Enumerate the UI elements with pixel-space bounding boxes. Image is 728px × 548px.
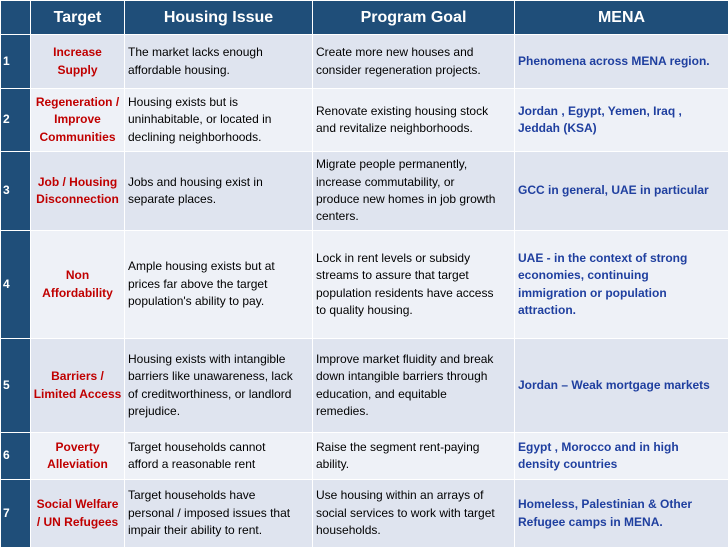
header-target: Target — [31, 1, 125, 35]
mena-cell-line: attraction. — [518, 302, 725, 319]
housing-issue-cell-line: personal / imposed issues that — [128, 505, 309, 522]
housing-issue-cell — [125, 433, 313, 480]
housing-issue-cell-line: impair their ability to rent. — [128, 522, 309, 539]
program-goal-cell-line: Create more new houses and — [316, 44, 511, 61]
program-goal-cell-line: Migrate people permanently, — [316, 156, 511, 173]
mena-cell-line: economies, continuing — [518, 267, 725, 284]
program-goal-cell-line: Improve market fluidity and break — [316, 351, 511, 368]
row-number: 2 — [1, 89, 31, 152]
program-goal-cell — [313, 433, 515, 480]
target-cell-line: Affordability — [32, 285, 123, 302]
program-goal-cell-line: and revitalize neighborhoods. — [316, 120, 511, 137]
housing-issue-cell-line: separate places. — [128, 191, 309, 208]
table-row — [1, 35, 728, 89]
mena-cell — [515, 152, 728, 231]
target-cell — [31, 433, 125, 480]
housing-issue-cell — [125, 480, 313, 548]
housing-issue-cell — [125, 231, 313, 339]
table-row — [1, 152, 728, 231]
header-housing-issue: Housing Issue — [125, 1, 313, 35]
mena-cell-line: immigration or population — [518, 285, 725, 302]
housing-issue-cell-line: uninhabitable, or located in — [128, 111, 309, 128]
program-goal-cell-line: households. — [316, 522, 511, 539]
housing-issue-cell-line: Housing exists with intangible — [128, 351, 309, 368]
table-row — [1, 339, 728, 433]
mena-cell — [515, 339, 728, 433]
housing-issue-cell-line: Target households cannot — [128, 439, 309, 456]
mena-cell-line: Phenomena across MENA region. — [518, 53, 725, 70]
housing-issue-cell-line: declining neighborhoods. — [128, 129, 309, 146]
table-row — [1, 480, 728, 548]
target-cell — [31, 152, 125, 231]
housing-issue-cell — [125, 89, 313, 152]
program-goal-cell-line: Renovate existing housing stock — [316, 103, 511, 120]
mena-cell-line: Egypt , Morocco and in high — [518, 439, 725, 456]
housing-issue-cell-line: Target households have — [128, 487, 309, 504]
table-row — [1, 433, 728, 480]
housing-issue-cell-line: The market lacks enough — [128, 44, 309, 61]
housing-issue-cell-line: Jobs and housing exist in — [128, 174, 309, 191]
housing-issue-cell-line: Ample housing exists but at — [128, 258, 309, 275]
header-mena: MENA — [515, 1, 728, 35]
target-cell-line: Job / Housing — [32, 174, 123, 191]
program-goal-cell — [313, 89, 515, 152]
target-cell — [31, 89, 125, 152]
program-goal-cell-line: Use housing within an arrays of — [316, 487, 511, 504]
program-goal-cell — [313, 480, 515, 548]
target-cell — [31, 35, 125, 89]
mena-cell-line: Refugee camps in MENA. — [518, 514, 725, 531]
target-cell-line: Communities — [32, 129, 123, 146]
target-cell-line: Supply — [32, 62, 123, 79]
header-row — [1, 1, 728, 35]
mena-cell-line: Jeddah (KSA) — [518, 120, 725, 137]
program-goal-cell-line: population residents have access — [316, 285, 511, 302]
housing-issue-cell-line: prices far above the target — [128, 276, 309, 293]
mena-cell — [515, 231, 728, 339]
mena-cell-line: Homeless, Palestinian & Other — [518, 496, 725, 513]
mena-cell — [515, 89, 728, 152]
program-goal-cell-line: Lock in rent levels or subsidy — [316, 250, 511, 267]
housing-issue-cell-line: population's ability to pay. — [128, 293, 309, 310]
program-goal-cell — [313, 152, 515, 231]
program-goal-cell — [313, 339, 515, 433]
target-cell-line: Social Welfare — [32, 496, 123, 513]
program-goal-cell-line: social services to work with target — [316, 505, 511, 522]
target-cell-line: Increase — [32, 44, 123, 61]
housing-issue-cell-line: affordable housing. — [128, 62, 309, 79]
target-cell — [31, 339, 125, 433]
program-goal-cell-line: increase commutability, or — [316, 174, 511, 191]
table-row — [1, 231, 728, 339]
target-cell — [31, 480, 125, 548]
housing-issue-cell-line: Housing exists but is — [128, 94, 309, 111]
table-row — [1, 89, 728, 152]
mena-cell — [515, 480, 728, 548]
target-cell-line: / UN Refugees — [32, 514, 123, 531]
target-cell-line: Limited Access — [32, 386, 123, 403]
target-cell-line: Regeneration / — [32, 94, 123, 111]
mena-cell — [515, 433, 728, 480]
housing-issue-cell — [125, 152, 313, 231]
target-cell-line: Alleviation — [32, 456, 123, 473]
housing-issue-cell-line: of creditworthiness, or landlord — [128, 386, 309, 403]
header-program-goal: Program Goal — [313, 1, 515, 35]
mena-cell-line: Jordan , Egypt, Yemen, Iraq , — [518, 103, 725, 120]
program-goal-cell-line: down intangible barriers through — [316, 368, 511, 385]
target-cell-line: Poverty — [32, 439, 123, 456]
program-goal-cell — [313, 231, 515, 339]
target-cell — [31, 231, 125, 339]
mena-cell-line: UAE - in the context of strong — [518, 250, 725, 267]
row-number: 1 — [1, 35, 31, 89]
program-goal-cell-line: centers. — [316, 208, 511, 225]
housing-issue-cell-line: barriers like unawareness, lack — [128, 368, 309, 385]
target-cell-line: Improve — [32, 111, 123, 128]
target-cell-line: Barriers / — [32, 368, 123, 385]
mena-cell-line: density countries — [518, 456, 725, 473]
housing-issue-cell-line: prejudice. — [128, 403, 309, 420]
program-goal-cell-line: to quality housing. — [316, 302, 511, 319]
row-number: 7 — [1, 480, 31, 548]
header-num — [1, 1, 31, 35]
housing-issue-cell — [125, 339, 313, 433]
program-goal-cell-line: education, and equitable — [316, 386, 511, 403]
mena-cell-line: Jordan – Weak mortgage markets — [518, 377, 725, 394]
program-goal-cell-line: consider regeneration projects. — [316, 62, 511, 79]
housing-issue-cell-line: afford a reasonable rent — [128, 456, 309, 473]
row-number: 4 — [1, 231, 31, 339]
program-goal-cell-line: ability. — [316, 456, 511, 473]
program-goal-cell-line: streams to assure that target — [316, 267, 511, 284]
target-cell-line: Non — [32, 267, 123, 284]
program-goal-cell-line: produce new homes in job growth — [316, 191, 511, 208]
row-number: 3 — [1, 152, 31, 231]
mena-cell-line: GCC in general, UAE in particular — [518, 182, 725, 199]
program-goal-cell-line: remedies. — [316, 403, 511, 420]
program-goal-cell-line: Raise the segment rent-paying — [316, 439, 511, 456]
housing-issue-cell — [125, 35, 313, 89]
target-cell-line: Disconnection — [32, 191, 123, 208]
program-goal-cell — [313, 35, 515, 89]
row-number: 6 — [1, 433, 31, 480]
row-number: 5 — [1, 339, 31, 433]
mena-cell — [515, 35, 728, 89]
